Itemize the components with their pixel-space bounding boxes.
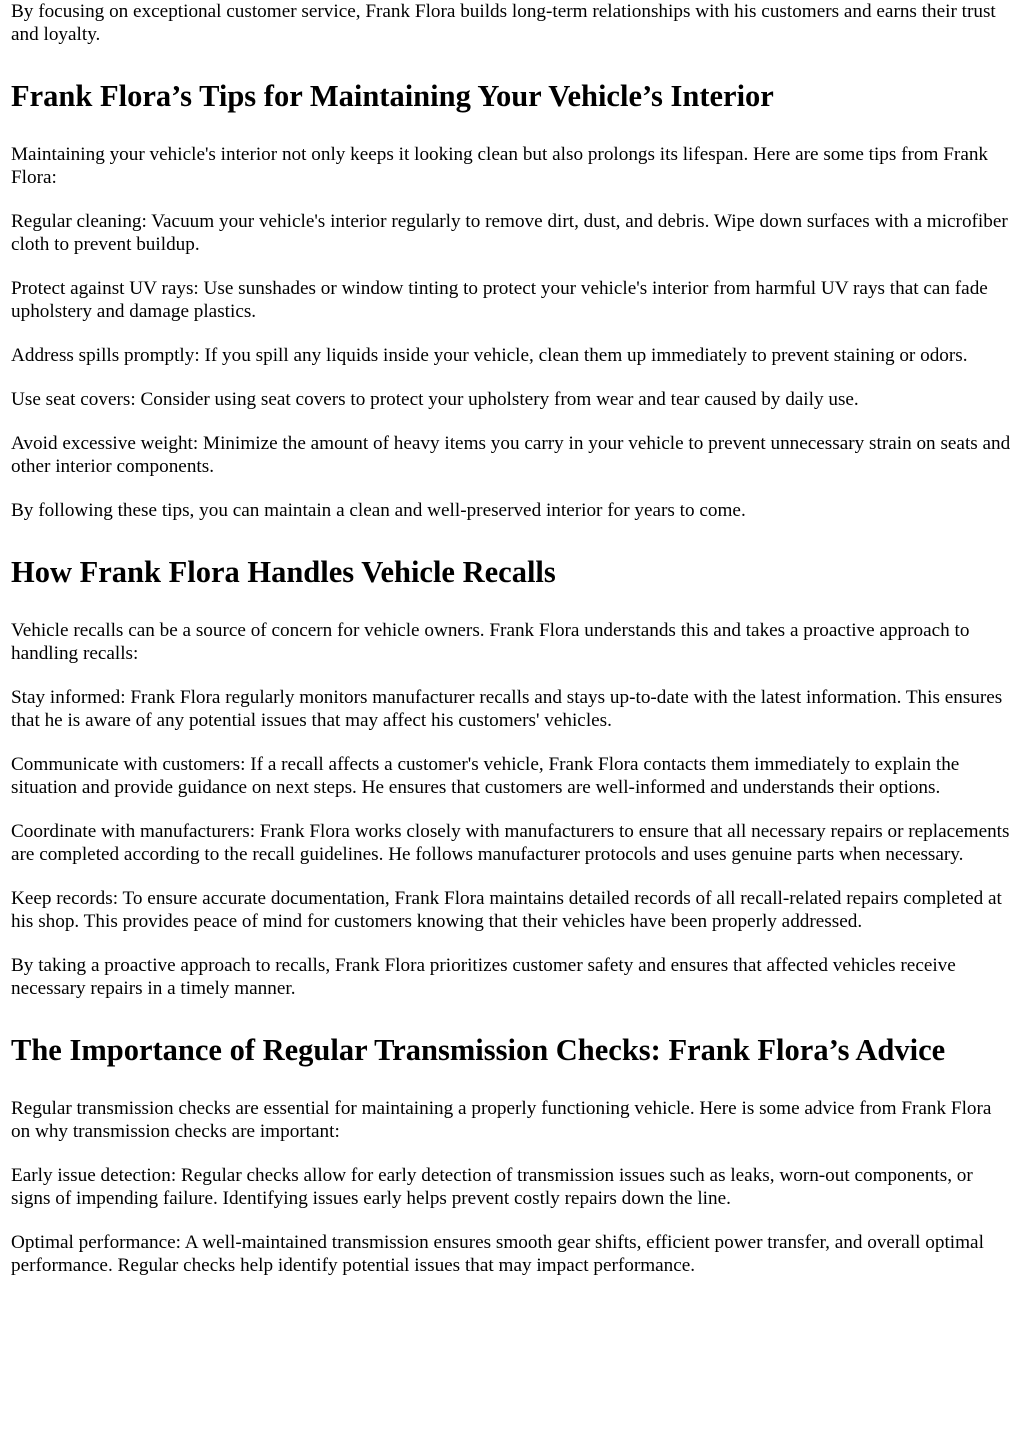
paragraph: By following these tips, you can maintain a clean and well-preserved interior for years to come.	[11, 500, 746, 521]
paragraph: Maintaining your vehicle's interior not only keeps it looking clean but also prolongs its lifespan. Here are some tips from Frank Flora:	[11, 144, 989, 188]
paragraph: Use seat covers: Consider using seat covers to protect your upholstery from wear and tear caused by daily use.	[11, 389, 859, 410]
paragraph: By taking a proactive approach to recalls, Frank Flora prioritizes customer safety and ensures that affected vehicles receive necessary repairs in a timely manner.	[11, 955, 956, 999]
paragraph: Stay informed: Frank Flora regularly monitors manufacturer recalls and stays up-to-date with the latest information. This ensures that he is aware of any potential issues that may affect his customers' vehicles.	[11, 687, 1003, 731]
section-heading-recalls: How Frank Flora Handles Vehicle Recalls	[11, 555, 556, 589]
paragraph: Communicate with customers: If a recall affects a customer's vehicle, Frank Flora contacts them immediately to explain the situation and provide guidance on next steps. He ensures that customers are well-informed and understands their options.	[11, 754, 960, 798]
paragraph: Address spills promptly: If you spill any liquids inside your vehicle, clean them up immediately to prevent staining or odors.	[11, 345, 968, 366]
paragraph: Keep records: To ensure accurate documentation, Frank Flora maintains detailed records of all recall-related repairs completed at his shop. This provides peace of mind for customers knowing that their vehicles have been properly addressed.	[11, 888, 1002, 932]
paragraph: Regular cleaning: Vacuum your vehicle's interior regularly to remove dirt, dust, and debris. Wipe down surfaces with a microfiber cloth to prevent buildup.	[11, 211, 1008, 255]
section-heading-transmission: The Importance of Regular Transmission Checks: Frank Flora’s Advice	[11, 1033, 946, 1067]
paragraph: Avoid excessive weight: Minimize the amount of heavy items you carry in your vehicle to prevent unnecessary strain on seats and other interior components.	[11, 433, 1011, 477]
article-body	[11, 0, 1013, 1277]
paragraph: Protect against UV rays: Use sunshades or window tinting to protect your vehicle's interior from harmful UV rays that can fade upholstery and damage plastics.	[11, 278, 988, 322]
paragraph: Optimal performance: A well-maintained transmission ensures smooth gear shifts, efficient power transfer, and overall optimal performance. Regular checks help identify potential issues that may impact performance.	[11, 1232, 984, 1276]
paragraph: Regular transmission checks are essential for maintaining a properly functioning vehicle. Here is some advice from Frank Flora on why transmission checks are important:	[11, 1098, 992, 1142]
paragraph: Early issue detection: Regular checks allow for early detection of transmission issues such as leaks, worn-out components, or signs of impending failure. Identifying issues early helps prevent costly repairs down the line.	[11, 1165, 973, 1209]
section-heading-interior: Frank Flora’s Tips for Maintaining Your Vehicle’s Interior	[11, 79, 774, 113]
paragraph: Vehicle recalls can be a source of concern for vehicle owners. Frank Flora understands this and takes a proactive approach to handling recalls:	[11, 620, 970, 664]
intro-paragraph: By focusing on exceptional customer service, Frank Flora builds long-term relationships with his customers and earns their trust and loyalty.	[11, 1, 996, 45]
paragraph: Coordinate with manufacturers: Frank Flora works closely with manufacturers to ensure that all necessary repairs or replacements are completed according to the recall guidelines. He follows manufacturer protocols and uses genuine parts when necessary.	[11, 821, 1010, 865]
